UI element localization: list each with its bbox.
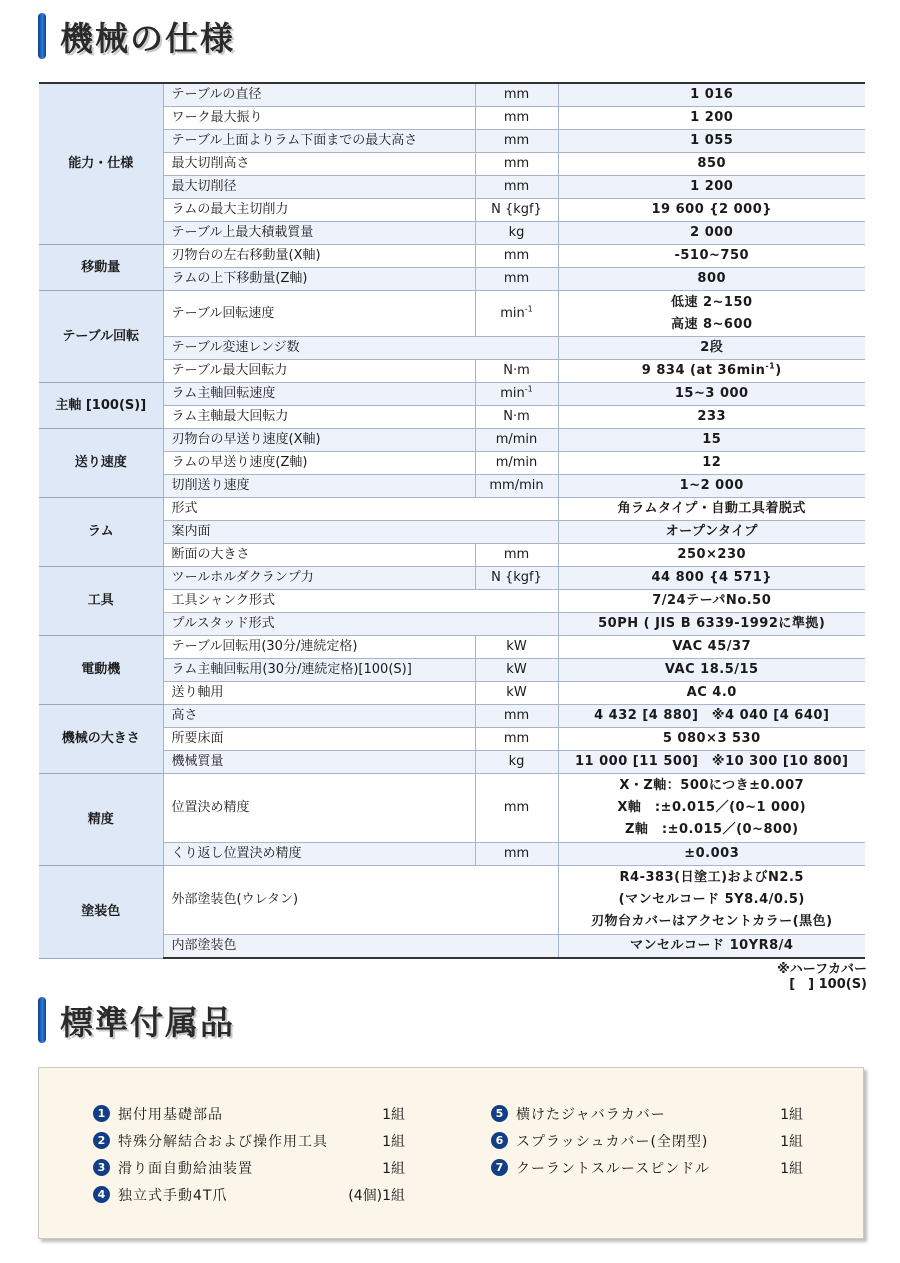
spec-item: 形式	[163, 498, 558, 521]
spec-item: ラムの最大主切削力	[163, 199, 475, 222]
accessory-quantity: 1組	[780, 1160, 803, 1177]
spec-section-header	[38, 12, 235, 60]
spec-value-line: R4-383(日塗工)およびN2.5	[619, 870, 804, 885]
spec-item: 最大切削高さ	[163, 153, 475, 176]
spec-category: 機械の大きさ	[39, 705, 163, 774]
spec-row	[39, 682, 865, 705]
accessory-item	[93, 1154, 405, 1181]
spec-value: -510~750	[558, 245, 865, 268]
spec-unit: mm	[475, 176, 558, 199]
spec-row	[39, 337, 865, 360]
spec-row	[39, 452, 865, 475]
spec-category: ラム	[39, 498, 163, 567]
spec-row	[39, 590, 865, 613]
spec-item: ラムの上下移動量(Z軸)	[163, 268, 475, 291]
spec-item: 刃物台の早送り速度(X軸)	[163, 429, 475, 452]
spec-item: 位置決め精度	[163, 774, 475, 843]
spec-item: 切削送り速度	[163, 475, 475, 498]
table-notes	[777, 962, 867, 992]
spec-value: 233	[558, 406, 865, 429]
accessory-item	[93, 1181, 405, 1208]
spec-row	[39, 544, 865, 567]
accessories-section-title: 標準付属品	[60, 1002, 235, 1042]
spec-row	[39, 406, 865, 429]
spec-row	[39, 83, 865, 107]
spec-row	[39, 728, 865, 751]
spec-category: テーブル回転	[39, 291, 163, 383]
spec-item: 外部塗装色(ウレタン)	[163, 866, 558, 935]
accessory-number-badge: 1	[93, 1105, 110, 1122]
spec-unit: m/min	[475, 452, 558, 475]
spec-value: 44 800 {4 571}	[558, 567, 865, 590]
spec-value: 1 200	[558, 107, 865, 130]
spec-unit: mm/min	[475, 475, 558, 498]
spec-unit: N {kgf}	[475, 567, 558, 590]
spec-value: 9 834 (at $36\min^{-1}$)	[558, 360, 865, 383]
spec-unit: kg	[475, 222, 558, 245]
section-accent-bar	[38, 997, 46, 1043]
accessory-number-badge: 2	[93, 1132, 110, 1149]
spec-unit: kW	[475, 636, 558, 659]
spec-value: 11 000 [11 500] ※10 300 [10 800]	[558, 751, 865, 774]
spec-row	[39, 843, 865, 866]
spec-unit: kW	[475, 659, 558, 682]
accessory-quantity: 1組	[382, 1106, 405, 1123]
spec-value: 19 600 {2 000}	[558, 199, 865, 222]
spec-row	[39, 245, 865, 268]
spec-unit: mm	[475, 83, 558, 107]
spec-unit: N·m	[475, 360, 558, 383]
spec-category: 工具	[39, 567, 163, 636]
spec-value: VAC 45/37	[558, 636, 865, 659]
note-half-cover: ※ハーフカバー	[777, 962, 867, 977]
spec-value: 2段	[558, 337, 865, 360]
spec-category: 電動機	[39, 636, 163, 705]
spec-row	[39, 705, 865, 728]
accessory-number-badge: 6	[491, 1132, 508, 1149]
spec-unit: mm	[475, 268, 558, 291]
spec-value: 15	[558, 429, 865, 452]
spec-unit: mm	[475, 728, 558, 751]
spec-category: 精度	[39, 774, 163, 866]
accessories-box	[38, 1067, 864, 1239]
spec-item: ツールホルダクランプ力	[163, 567, 475, 590]
spec-unit: mm	[475, 130, 558, 153]
spec-row	[39, 130, 865, 153]
spec-value-line: (マンセルコード 5Y8.4/0.5)	[618, 892, 805, 907]
spec-item: 高さ	[163, 705, 475, 728]
spec-row	[39, 659, 865, 682]
accessory-label: 特殊分解結合および操作用工具	[118, 1133, 328, 1150]
spec-unit: $\min^{-1}$	[475, 383, 558, 406]
spec-row	[39, 268, 865, 291]
spec-value: 2 000	[558, 222, 865, 245]
spec-unit: mm	[475, 774, 558, 843]
spec-section-title: 機械の仕様	[60, 18, 235, 58]
spec-item: テーブル回転用(30分/連続定格)	[163, 636, 475, 659]
spec-item: ラム主軸最大回転力	[163, 406, 475, 429]
spec-item: ラム主軸回転用(30分/連続定格)[100(S)]	[163, 659, 475, 682]
accessory-label: 独立式手動4T爪	[118, 1187, 228, 1204]
spec-value-line: Z軸 :±0.015／(0~800)	[624, 822, 799, 837]
spec-value: 7/24テーパNo.50	[558, 590, 865, 613]
spec-value-line: 刃物台カバーはアクセントカラー(黒色)	[590, 914, 833, 929]
accessory-label: 据付用基礎部品	[118, 1106, 223, 1123]
spec-item: テーブルの直径	[163, 83, 475, 107]
spec-unit: mm	[475, 843, 558, 866]
accessory-item	[93, 1127, 405, 1154]
spec-item: ワーク最大振り	[163, 107, 475, 130]
accessory-item	[491, 1154, 803, 1181]
spec-value: 4 432 [4 880] ※4 040 [4 640]	[558, 705, 865, 728]
spec-item: くり返し位置決め精度	[163, 843, 475, 866]
spec-value-line: X軸 :±0.015／(0~1 000)	[617, 800, 807, 815]
spec-row	[39, 567, 865, 590]
spec-unit: mm	[475, 544, 558, 567]
spec-value: VAC 18.5/15	[558, 659, 865, 682]
spec-item: テーブル変速レンジ数	[163, 337, 558, 360]
spec-item: テーブル最大回転力	[163, 360, 475, 383]
spec-row	[39, 199, 865, 222]
spec-row	[39, 498, 865, 521]
spec-value: 800	[558, 268, 865, 291]
accessory-label: 横けたジャバラカバー	[516, 1106, 666, 1123]
accessory-number-badge: 3	[93, 1159, 110, 1176]
spec-item: 内部塗装色	[163, 935, 558, 959]
spec-item: 工具シャンク形式	[163, 590, 558, 613]
accessory-number-badge: 4	[93, 1186, 110, 1203]
spec-value-line: X・Z軸：500につき±0.007	[619, 778, 805, 793]
section-accent-bar	[38, 13, 46, 59]
spec-item: 断面の大きさ	[163, 544, 475, 567]
spec-value: オープンタイプ	[558, 521, 865, 544]
spec-item: テーブル上最大積載質量	[163, 222, 475, 245]
accessory-quantity: (4個)1組	[348, 1187, 405, 1204]
spec-row	[39, 153, 865, 176]
spec-value	[558, 866, 865, 935]
spec-value-line: 低速 2~150	[670, 294, 753, 310]
spec-item: テーブル上面よりラム下面までの最大高さ	[163, 130, 475, 153]
spec-unit: mm	[475, 153, 558, 176]
spec-row	[39, 475, 865, 498]
spec-value: 角ラムタイプ・自動工具着脱式	[558, 498, 865, 521]
spec-value: 5 080×3 530	[558, 728, 865, 751]
spec-category: 能力・仕様	[39, 83, 163, 245]
spec-value-line: 高速 8~600	[670, 316, 753, 332]
spec-value: 15~3 000	[558, 383, 865, 406]
accessory-label: 滑り面自動給油装置	[118, 1160, 253, 1177]
spec-item: ラムの早送り速度(Z軸)	[163, 452, 475, 475]
spec-unit: N·m	[475, 406, 558, 429]
spec-value: 1 055	[558, 130, 865, 153]
accessory-item	[93, 1100, 405, 1127]
spec-value	[558, 774, 865, 843]
spec-row	[39, 866, 865, 935]
spec-value: 50PH ( JIS B 6339-1992に準拠)	[558, 613, 865, 636]
spec-value: 850	[558, 153, 865, 176]
spec-unit: mm	[475, 705, 558, 728]
spec-item: 送り軸用	[163, 682, 475, 705]
spec-category: 移動量	[39, 245, 163, 291]
spec-category: 送り速度	[39, 429, 163, 498]
spec-row	[39, 291, 865, 337]
spec-item: 刃物台の左右移動量(X軸)	[163, 245, 475, 268]
spec-category: 塗装色	[39, 866, 163, 959]
spec-item: 案内面	[163, 521, 558, 544]
spec-value: 12	[558, 452, 865, 475]
accessory-label: スプラッシュカバー(全閉型)	[516, 1133, 709, 1150]
spec-item: 機械質量	[163, 751, 475, 774]
spec-row	[39, 613, 865, 636]
spec-row	[39, 176, 865, 199]
spec-unit: mm	[475, 245, 558, 268]
note-100s: [ ] 100(S)	[789, 977, 867, 992]
spec-unit: kg	[475, 751, 558, 774]
spec-unit: m/min	[475, 429, 558, 452]
spec-row	[39, 935, 865, 959]
accessory-quantity: 1組	[382, 1160, 405, 1177]
accessory-item	[491, 1127, 803, 1154]
accessory-quantity: 1組	[780, 1133, 803, 1150]
accessory-number-badge: 7	[491, 1159, 508, 1176]
accessories-left-column	[93, 1100, 405, 1208]
spec-row	[39, 429, 865, 452]
accessories-section-header	[38, 996, 235, 1044]
spec-unit: kW	[475, 682, 558, 705]
spec-unit: mm	[475, 107, 558, 130]
spec-item: テーブル回転速度	[163, 291, 475, 337]
spec-value: 1 200	[558, 176, 865, 199]
spec-unit: $\min^{-1}$	[475, 291, 558, 337]
accessory-quantity: 1組	[780, 1106, 803, 1123]
spec-item: ラム主軸回転速度	[163, 383, 475, 406]
spec-value: AC 4.0	[558, 682, 865, 705]
spec-row	[39, 774, 865, 843]
spec-value: ±0.003	[558, 843, 865, 866]
spec-row	[39, 360, 865, 383]
spec-row	[39, 636, 865, 659]
spec-row	[39, 751, 865, 774]
accessories-right-column	[491, 1100, 803, 1181]
spec-row	[39, 521, 865, 544]
spec-category: 主軸 [100(S)]	[39, 383, 163, 429]
spec-value: 1~2 000	[558, 475, 865, 498]
accessory-number-badge: 5	[491, 1105, 508, 1122]
spec-row	[39, 107, 865, 130]
accessory-quantity: 1組	[382, 1133, 405, 1150]
spec-value: マンセルコード 10YR8/4	[558, 935, 865, 959]
spec-value: 1 016	[558, 83, 865, 107]
spec-item: 最大切削径	[163, 176, 475, 199]
spec-table	[39, 82, 865, 959]
accessory-label: クーラントスルースピンドル	[516, 1160, 711, 1177]
spec-row	[39, 222, 865, 245]
spec-value: 250×230	[558, 544, 865, 567]
spec-item: 所要床面	[163, 728, 475, 751]
accessory-item	[491, 1100, 803, 1127]
spec-unit: N {kgf}	[475, 199, 558, 222]
spec-item: プルスタッド形式	[163, 613, 558, 636]
spec-row	[39, 383, 865, 406]
spec-value	[558, 291, 865, 337]
